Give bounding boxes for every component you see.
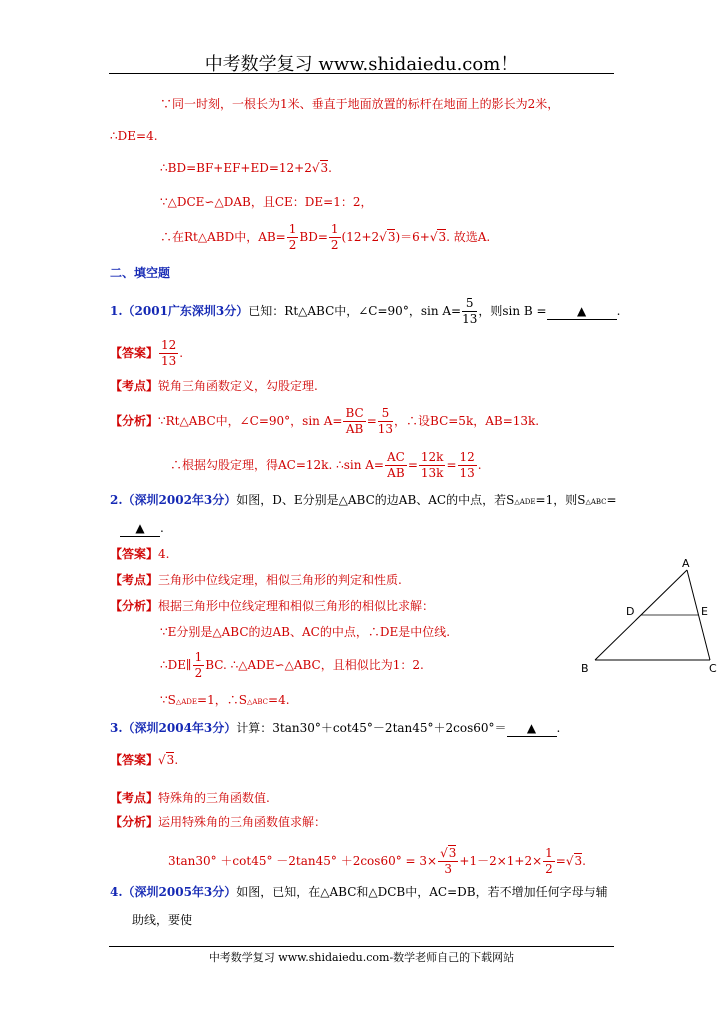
kaodian-tag: 【考点】 [110, 379, 159, 393]
prev-line-4: ∵△DCE∽△DAB，且CE：DE=1：2， [160, 195, 373, 209]
calc-b: +1－2×1+2× [459, 854, 543, 868]
fraction-denominator: 13k [420, 466, 444, 480]
sqrt-sign: √ [440, 846, 448, 860]
section-title: 二、填空题 [110, 266, 171, 280]
kaodian-text: 锐角三角函数定义，勾股定理. [158, 379, 318, 393]
q1-kaodian [110, 378, 318, 394]
q1-answer-end: . [179, 346, 184, 360]
answer-tag: 【答案】 [110, 346, 159, 360]
q2-step-2 [160, 650, 424, 681]
fraction-denominator: AB [387, 466, 405, 480]
analysis-text: ∴根据勾股定理，得AC=12k. ∴sin A= [170, 458, 384, 472]
vertex-label-d: D [626, 605, 635, 618]
sqrt-radicand: 3 [438, 230, 447, 244]
q1-label: 1.（2001广东深圳3分） [110, 304, 249, 318]
q1-tail: ，则sin B = [478, 304, 547, 318]
answer-blank: ▲ [507, 720, 557, 737]
subscript: △ABC [585, 498, 607, 506]
sqrt-radicand: 3 [320, 161, 329, 175]
header-rule [109, 73, 614, 74]
prev-line-5-a: ∴在Rt△ABD中，AB= [160, 230, 286, 244]
parallel-equal-symbol: ∥ [186, 658, 192, 672]
sqrt-radicand: 3 [448, 846, 457, 860]
q2-step-2-a: ∴DE [160, 658, 187, 672]
q3-answer [110, 752, 178, 768]
q4-text: 如图，已知，在△ABC和△DCB中，AC=DB，若不增加任何字母与辅 [236, 885, 608, 899]
q2-answer [110, 546, 169, 562]
fraction-numerator: 12 [459, 450, 475, 464]
fraction-numerator: 1 [545, 846, 553, 860]
calc-a: 3tan30° ＋cot45° －2tan45° ＋2cos60° = 3× [168, 854, 438, 868]
prev-line-2: ∴DE=4. [110, 129, 158, 143]
fraction-denominator: 13 [459, 466, 475, 480]
fraction [378, 406, 393, 437]
q2-kaodian [110, 572, 402, 588]
prev-line-3-end: . [328, 161, 332, 175]
q2-mid: =1，则S [535, 493, 586, 507]
fraction-denominator: 2 [194, 666, 203, 680]
answer-text: 4. [158, 547, 170, 561]
q2-tail: = [606, 493, 617, 507]
vertex-label-e: E [701, 605, 708, 618]
q1-question [110, 296, 620, 327]
page-footer: 中考数学复习 www.shidaiedu.com-数学老师自己的下载网站 [208, 951, 515, 964]
fraction-denominator: 13 [161, 354, 177, 368]
prev-line-5-c: (12+2 [341, 230, 380, 244]
q2-text: 如图，D、E分别是△ABC的边AB、AC的中点，若S [236, 493, 515, 507]
page-header: 中考数学复习 www.shidaiedu.com！ [204, 54, 519, 75]
q1-end: . [616, 304, 621, 318]
answer-end: . [174, 753, 179, 767]
q1-answer [110, 338, 183, 369]
q3-analysis [110, 814, 326, 830]
fraction [343, 406, 365, 437]
vertex-label-a: A [682, 557, 690, 570]
equals: = [446, 458, 457, 472]
fraction [458, 450, 477, 481]
sqrt-sign: √ [311, 161, 320, 175]
fraction [159, 338, 178, 369]
calc-end: . [582, 854, 586, 868]
fraction-numerator: AC [386, 450, 405, 464]
fraction [419, 450, 446, 481]
q1-analysis-2 [170, 450, 482, 481]
q3-label: 3.（深圳2004年3分） [110, 721, 237, 735]
fraction-numerator: 5 [378, 406, 393, 422]
fraction [329, 222, 341, 253]
fraction-numerator: 5 [462, 296, 477, 312]
q2-end: . [160, 521, 164, 535]
q2-label: 2.（深圳2002年3分） [110, 493, 237, 507]
fraction-numerator: 1 [288, 222, 297, 236]
vertex-label-b: B [581, 662, 589, 675]
subscript: △ABC [246, 698, 269, 706]
answer-blank: ▲ [547, 303, 617, 320]
analysis-text: 根据三角形中位线定理和相似三角形的相似比求解： [158, 599, 435, 613]
answer-tag: 【答案】 [110, 547, 159, 561]
fraction-denominator: 13 [377, 422, 394, 436]
analysis-text: 运用特殊角的三角函数值求解： [158, 815, 327, 829]
fraction [438, 846, 458, 877]
q2-step-2-b: BC. ∴△ADE∽△ABC，且相似比为1：2. [205, 658, 424, 672]
q3-calculation [168, 846, 586, 877]
fraction [193, 650, 205, 681]
q3-question [110, 720, 560, 737]
fraction-denominator: 2 [330, 238, 339, 252]
prev-line-1: ∵同一时刻，一根长为1米、垂直于地面放置的标杆在地面上的影长为2米， [160, 97, 560, 111]
prev-line-5-f: . 故选A. [446, 230, 491, 244]
q4-label: 4.（深圳2005年3分） [110, 885, 237, 899]
equals: = [366, 414, 377, 428]
prev-line-5 [160, 222, 490, 253]
fraction-numerator: 1 [194, 650, 203, 664]
fraction-denominator: 2 [288, 238, 297, 252]
q4-question-cont: 助线，要使 [132, 913, 193, 927]
q2-analysis [110, 598, 434, 614]
kaodian-text: 三角形中位线定理，相似三角形的判定和性质. [158, 573, 402, 587]
sqrt-radicand: 3 [166, 753, 175, 767]
q2-step-3 [160, 692, 290, 710]
sqrt-sign: √ [379, 230, 387, 244]
analysis-tail: ，∴设BC=5k，AB=13k. [394, 414, 540, 428]
prev-line-3-text: ∴BD=BF+EF+ED=12+2 [160, 161, 312, 175]
sqrt-sign: √ [429, 230, 438, 244]
fraction [385, 450, 407, 481]
q2-step-3-b: =1，∴S [197, 693, 247, 707]
sqrt-radicand: 3 [574, 854, 583, 868]
subscript: △ADE [514, 498, 536, 506]
analysis-tag: 【分析】 [110, 599, 159, 613]
kaodian-text: 特殊角的三角函数值. [158, 791, 270, 805]
fraction-numerator [438, 846, 458, 862]
fraction-denominator: AB [345, 422, 364, 436]
prev-line-5-b: BD= [299, 230, 328, 244]
fraction-numerator: BC [345, 406, 364, 420]
fraction-numerator: 12k [420, 450, 444, 464]
q2-blank-line [120, 520, 164, 537]
answer-blank: ▲ [120, 520, 160, 537]
q2-step-1: ∵E分别是△ABC的边AB、AC的中点，∴DE是中位线. [160, 625, 451, 639]
sqrt-radicand: 3 [387, 230, 396, 244]
analysis-tag: 【分析】 [110, 815, 159, 829]
analysis-end: . [477, 458, 482, 472]
answer-tag: 【答案】 [110, 753, 159, 767]
q2-step-3-a: ∵S [160, 693, 176, 707]
subscript: △ADE [175, 698, 198, 706]
fraction-denominator: 3 [444, 862, 453, 876]
q2-step-3-c: =4. [268, 693, 290, 707]
kaodian-tag: 【考点】 [110, 573, 159, 587]
q4-question [110, 884, 608, 900]
q2-question [110, 492, 617, 510]
prev-line-3 [160, 160, 332, 176]
q1-analysis-1 [110, 406, 539, 437]
q1-text: 已知：Rt△ABC中，∠C=90°，sin A= [248, 304, 462, 318]
fraction [543, 846, 555, 877]
triangle-figure [575, 555, 720, 680]
footer-rule [109, 946, 614, 947]
q3-text: 计算：3tan30°＋cot45°－2tan45°＋2cos60°＝ [236, 721, 507, 735]
analysis-text: ∵Rt△ABC中，∠C=90°，sin A= [158, 414, 343, 428]
q3-end: . [556, 721, 561, 735]
sqrt-sign: √ [565, 854, 574, 868]
fraction-numerator: 12 [161, 338, 177, 352]
fraction-denominator: 2 [545, 862, 553, 876]
fraction [462, 296, 477, 327]
kaodian-tag: 【考点】 [110, 791, 159, 805]
calc-c: = [555, 854, 566, 868]
analysis-tag: 【分析】 [110, 414, 159, 428]
fraction-numerator: 1 [330, 222, 339, 236]
q3-kaodian [110, 790, 270, 806]
prev-line-5-e: )＝6+ [395, 230, 430, 244]
sqrt-sign: √ [158, 753, 166, 767]
fraction-denominator: 13 [462, 312, 478, 326]
vertex-label-c: C [709, 662, 717, 675]
equals: = [407, 458, 418, 472]
fraction [287, 222, 299, 253]
